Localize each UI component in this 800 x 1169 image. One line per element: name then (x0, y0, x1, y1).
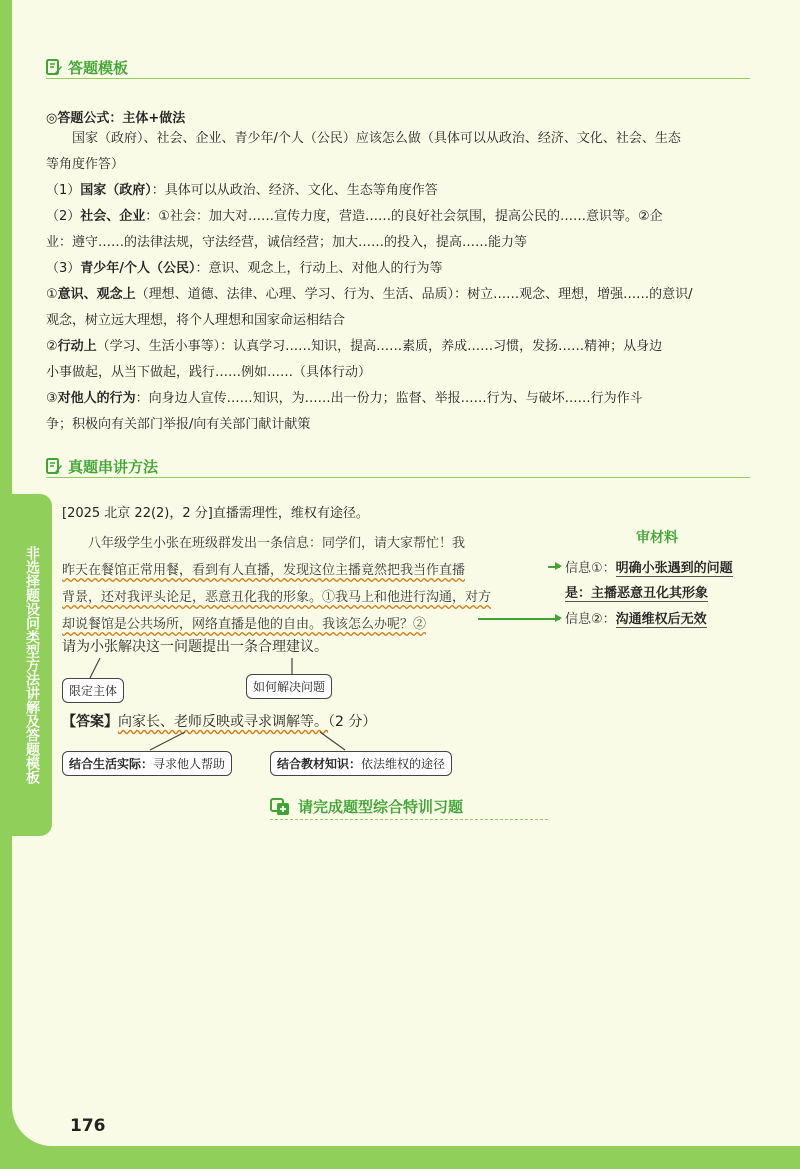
template-items (46, 178, 754, 438)
practice-link[interactable] (270, 796, 548, 820)
arrow-info1 (548, 566, 560, 568)
section-header-method (46, 455, 750, 478)
question-request: 请为小张解决这一问题提出一条合理建议。 (62, 639, 328, 655)
question-story (62, 530, 552, 638)
box-life: 结合生活实际：寻求他人帮助 (62, 751, 232, 776)
answer-score: （2 分） (328, 714, 377, 730)
practice-label: 请完成题型综合特训习题 (298, 798, 464, 816)
intro-paragraph (46, 126, 754, 178)
story-line: 昨天在餐馆正常用餐，看到有人直播，发现这位主播竟然把我当作直播 (62, 563, 466, 578)
template-item: ③对他人的行为：向身边人宣传……知识，为……出一份力；监督、举报……行为、与破坏……行为作斗 (46, 391, 643, 406)
intro-line: 等角度作答） (46, 157, 125, 172)
answer-text: 向家长、老师反映或寻求调解等。 (118, 714, 328, 730)
section-header-template (46, 56, 750, 79)
info-1: 信息①：明确小张遇到的问题 (565, 561, 733, 576)
page-number: 176 (70, 1116, 106, 1136)
answer-tag: 【答案】 (62, 714, 118, 730)
story-line: 背景，还对我评头论足，恶意丑化我的形象。①我马上和他进行沟通，对方 (62, 590, 492, 605)
template-item: （3）青少年/个人（公民）：意识、观念上，行动上、对他人的行为等 (46, 261, 443, 276)
arrow-info2 (478, 618, 560, 620)
box-subject: 限定主体 (62, 678, 124, 703)
question-source: [2025 北京 22(2)，2 分] (62, 506, 213, 521)
edit-note-icon (46, 458, 62, 474)
question-header (62, 502, 369, 521)
template-item: 争；积极向有关部门举报/向有关部门献计献策 (46, 417, 311, 432)
story-line: 却说餐馆是公共场所，网络直播是他的自由。我该怎么办呢？② (62, 617, 427, 632)
template-item: （2）社会、企业：①社会：加大对……宣传力度，营造……的良好社会氛围，提高公民的……意识等。②企 (46, 209, 663, 224)
exercise-icon (270, 798, 290, 816)
box-how: 如何解决问题 (246, 674, 332, 699)
info-2: 信息②：沟通维权后无效 (565, 612, 707, 627)
template-item: 业：遵守……的法律法规，守法经营，诚信经营；加大……的投入，提高……能力等 (46, 235, 528, 250)
template-item: （1）国家（政府）：具体可以从政治、经济、文化、生态等角度作答 (46, 183, 438, 198)
section-title: 答题模板 (68, 58, 129, 77)
template-item: 观念，树立远大理想，将个人理想和国家命运相结合 (46, 313, 346, 328)
answer (62, 711, 376, 731)
template-item: ①意识、观念上（理想、道德、法律、心理、学习、行为、生活、品质）：树立……观念、理想，增强……的意识/ (46, 287, 693, 302)
edit-note-icon (46, 59, 62, 75)
section-title: 真题串讲方法 (68, 457, 159, 476)
template-item: 小事做起，从当下做起，践行……例如……（具体行动） (46, 365, 372, 380)
question-topic: 直播需理性，维权有途径。 (212, 506, 369, 521)
info-1-cont: 是：主播恶意丑化其形象 (565, 586, 709, 601)
sidebar-tab: 非选择题设问类型方法讲解及答题模板 (12, 494, 52, 836)
material-title: 审材料 (636, 530, 678, 546)
intro-line: 国家（政府）、社会、企业、青少年/个人（公民）应该怎么做（具体可以从政治、经济、文化、社会、生态 (72, 131, 681, 146)
box-textbook: 结合教材知识：依法维权的途径 (270, 751, 452, 776)
template-item: ②行动上（学习、生活小事等）：认真学习……知识，提高……素质，养成……习惯，发扬……精神；从身边 (46, 339, 663, 354)
formula: ◎答题公式：主体+做法 (46, 111, 186, 126)
story-line: 八年级学生小张在班级群发出一条信息：同学们，请大家帮忙！我 (88, 536, 466, 551)
